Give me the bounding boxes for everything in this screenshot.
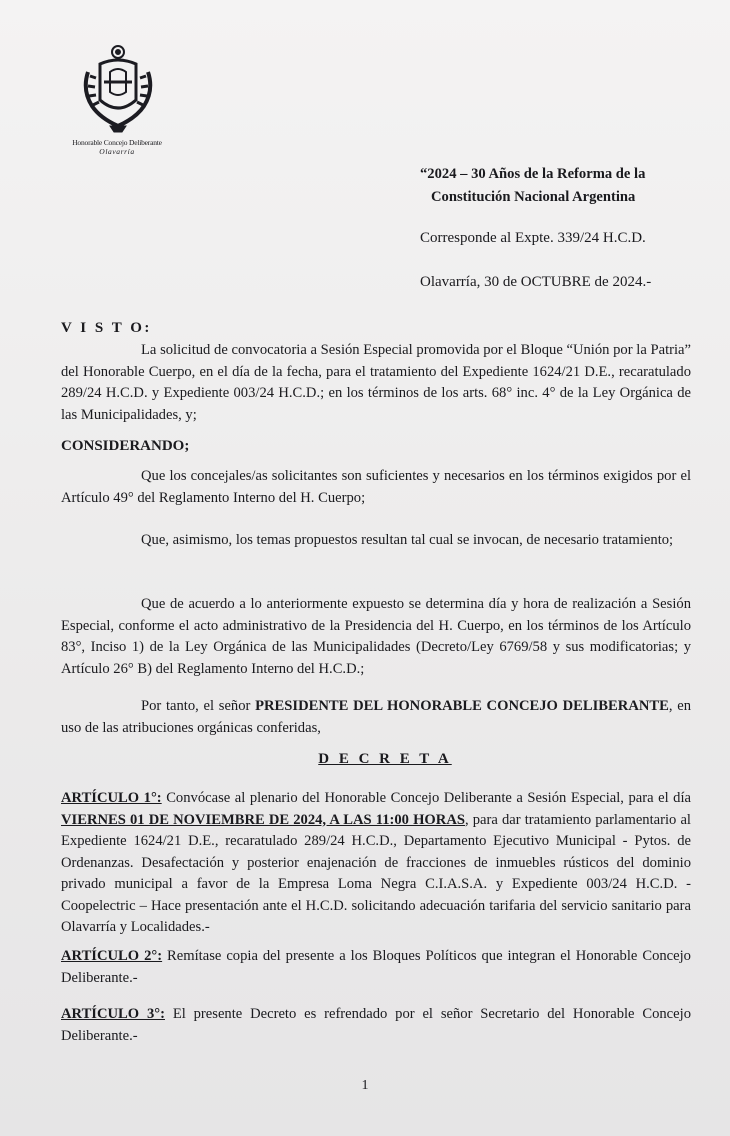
article-1-label: ARTÍCULO 1°: (61, 790, 162, 806)
visto-paragraph: La solicitud de convocatoria a Sesión Especial promovida por el Bloque “Unión por la Patria” del Honorable Cuerpo, en el día de la fecha, para el tratamiento del Expediente 1624/21 D.E., recaratulado 289/24 H.C.D. y Expediente 003/24 H.C.D.; en los términos de los arts. 68° inc. 4° de la Ley Orgánica de las Municipalidades, y; (61, 342, 691, 423)
coat-of-arms-seal (80, 42, 156, 134)
article-1-session-date: VIERNES 01 DE NOVIEMBRE DE 2024, A LAS 11:00 HORAS (61, 811, 465, 828)
article-2-label: ARTÍCULO 2°: (61, 948, 163, 964)
considerando-paragraph-3: Que de acuerdo a lo anteriormente expuesto se determina día y hora de realización a Sesión Especial, conforme el acto administrativo de la Presidencia del H. Cuerpo, en los términos de los Artículo 83°, Inciso 1) de la Ley Orgánica de las Municipalidades (Decreto/Ley 6769/58 y sus modificatorias; y Artículo 26° B) del Reglamento Interno del H.C.D.; (61, 596, 691, 677)
article-1-text-b: , para dar tratamiento parlamentario al Expediente 1624/21 D.E., recaratulado 289/24 H.C.D., Departamento Ejecutivo Municipal - Pytos. de Ordenanzas. Desafectación y posterior enajenación de fracciones de inmuebles rústicos del dominio privado municipal a favor de la Empresa Loma Negra C.I.A.S.A. y Expediente 003/24 H.C.D. - Coopelectric – Hace presentación ante el H.C.D. solicitando adecuación tarifaria del servicio sanitario para Olavarría y Localidades.- (61, 811, 691, 935)
decreta-text: D E C R E T A (318, 751, 452, 767)
considerando-paragraph-2: Que, asimismo, los temas propuestos resultan tal cual se invocan, de necesario tratamiento; (141, 532, 674, 548)
president-title: PRESIDENTE DEL HONORABLE CONCEJO DELIBERANTE (255, 698, 669, 714)
article-2 (61, 946, 691, 989)
article-3 (61, 1004, 691, 1047)
decreta-heading (0, 751, 730, 768)
article-3-text: El presente Decreto es refrendado por el señor Secretario del Honorable Concejo Deliberante.- (61, 1006, 691, 1044)
article-2-text: Remítase copia del presente a los Bloques Políticos que integran el Honorable Concejo Deliberante.- (61, 948, 691, 986)
document-date: Olavarría, 30 de OCTUBRE de 2024.- (420, 274, 652, 290)
considerando-paragraph-1: Que los concejales/as solicitantes son suficientes y necesarios en los términos exigidos por el Artículo 49° del Reglamento Interno del H. Cuerpo; (61, 468, 691, 506)
year-motto (420, 163, 710, 209)
p4-end: , en uso de las atribuciones orgánicas conferidas, (61, 698, 691, 736)
page-number: 1 (361, 1078, 369, 1093)
visto-heading: V I S T O: (61, 320, 152, 336)
institution-name (62, 138, 172, 156)
motto-line2: Constitución Nacional Argentina (431, 189, 636, 205)
expediente-reference: Corresponde al Expte. 339/24 H.C.D. (420, 230, 646, 246)
institution-city: Olavarría (99, 147, 135, 156)
considerando-paragraph-4 (61, 696, 691, 739)
motto-line1: “2024 – 30 Años de la Reforma de la (420, 166, 646, 182)
institution-line1: Honorable Concejo Deliberante (72, 138, 162, 147)
article-1 (61, 788, 691, 939)
article-3-label: ARTÍCULO 3°: (61, 1006, 165, 1022)
p4-start: Por tanto, el señor (141, 698, 256, 714)
article-1-text-a: Convócase al plenario del Honorable Concejo Deliberante a Sesión Especial, para el día (161, 790, 691, 806)
considerando-heading: CONSIDERANDO; (61, 438, 190, 454)
